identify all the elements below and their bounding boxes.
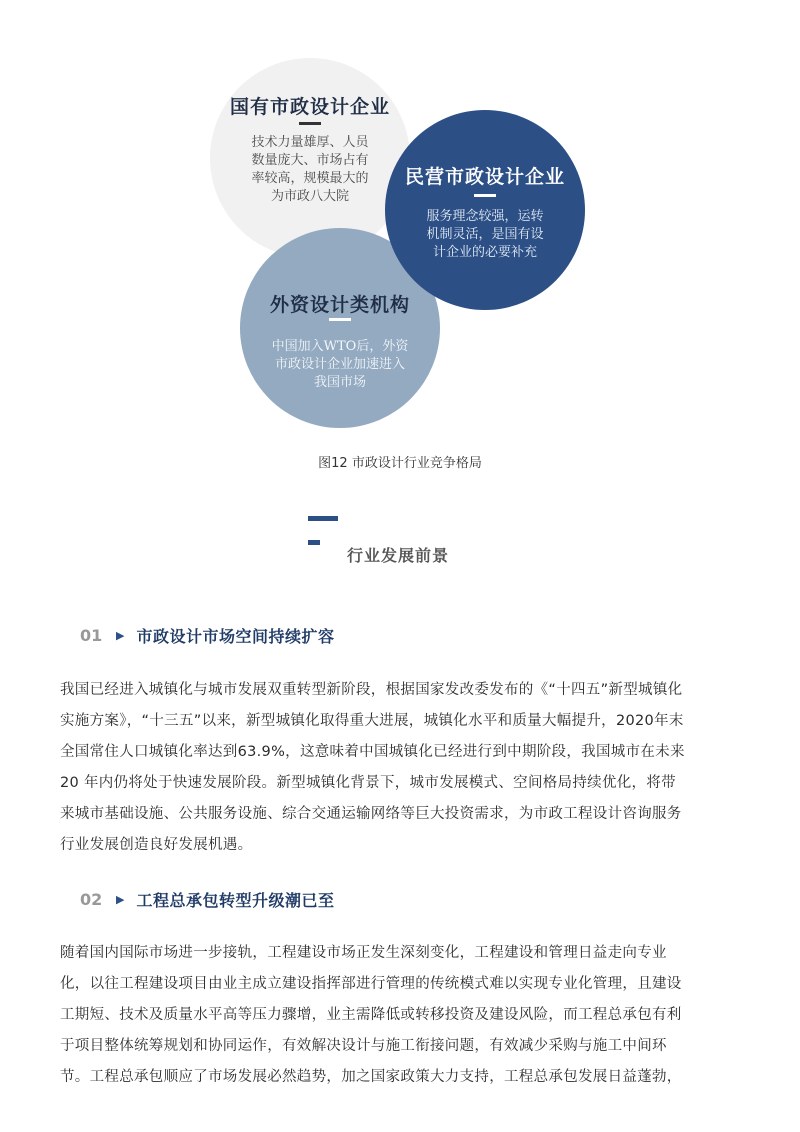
section-decoration <box>308 516 338 521</box>
description-line: 中国加入WTO后，外资 <box>271 339 409 354</box>
item-heading <box>80 888 334 910</box>
title-underline <box>474 194 496 197</box>
paragraph-line: 20 年内仍将处于快速发展阶段。新型城镇化背景下，城市发展模式、空间格局持续优化，将带 <box>60 775 676 791</box>
item-number: 01 <box>80 625 103 645</box>
section-title: 行业发展前景 <box>347 546 450 565</box>
paragraph-line: 行业发展创造良好发展机遇。 <box>60 837 253 853</box>
item-paragraph <box>60 938 750 1093</box>
figure-caption: 图12 市政设计行业竞争格局 <box>318 456 482 471</box>
description-line: 计企业的必要补充 <box>432 245 537 260</box>
competition-diagram <box>0 0 800 440</box>
state-owned-circle <box>210 58 410 258</box>
private-title: 民营市政设计企业 <box>404 166 565 188</box>
paragraph-line: 化，以往工程建设项目由业主成立建设指挥部进行管理的传统模式难以实现专业化管理，且建设 <box>60 976 682 992</box>
foreign-title: 外资设计类机构 <box>269 294 410 316</box>
paragraph-line: 来城市基础设施、公共服务设施、综合交通运输网络等巨大投资需求，为市政工程设计咨询服务 <box>60 806 682 822</box>
paragraph-line: 随着国内国际市场进一步接轨，工程建设市场正发生深刻变化，工程建设和管理日益走向专业 <box>60 945 667 961</box>
item-title: 市政设计市场空间持续扩容 <box>136 626 335 646</box>
title-underline <box>299 122 321 125</box>
paragraph-line: 实施方案》，“十三五”以来，新型城镇化取得重大进展，城镇化水平和质量大幅提升，2020年末 <box>60 713 684 729</box>
private-circle <box>385 110 585 310</box>
paragraph-line: 节。工程总承包顺应了市场发展必然趋势，加之国家政策大力支持，工程总承包发展日益蓬勃， <box>60 1069 682 1085</box>
description-line: 数量庞大、市场占有 <box>251 153 369 168</box>
paragraph-line: 于项目整体统筹规划和协同运作，有效解决设计与施工衔接问题，有效减少采购与施工中间环 <box>60 1038 667 1054</box>
state-owned-title: 国有市政设计企业 <box>229 96 390 118</box>
description-line: 我国市场 <box>313 375 366 390</box>
state-owned-description <box>210 134 410 206</box>
private-description <box>385 208 585 262</box>
description-line: 技术力量雄厚、人员 <box>251 135 369 150</box>
caret-right-icon: ▶ <box>116 892 125 906</box>
item-number: 02 <box>80 889 103 909</box>
foreign-description <box>240 338 440 392</box>
paragraph-line: 我国已经进入城镇化与城市发展双重转型新阶段，根据国家发改委发布的《“十四五”新型城镇化 <box>60 682 683 698</box>
item-paragraph <box>60 675 750 861</box>
item-heading <box>80 624 334 646</box>
caret-right-icon: ▶ <box>116 628 125 642</box>
description-line: 为市政八大院 <box>270 189 349 204</box>
paragraph-line: 全国常住人口城镇化率达到63.9%，这意味着中国城镇化已经进行到中期阶段，我国城市在未来 <box>60 744 685 760</box>
description-line: 率较高，规模最大的 <box>251 171 369 186</box>
title-underline <box>329 318 351 321</box>
section-decoration <box>308 540 320 545</box>
description-line: 服务理念较强，运转 <box>426 209 544 224</box>
description-line: 市政设计企业加速进入 <box>274 357 405 372</box>
paragraph-line: 工期短、技术及质量水平高等压力骤增，业主需降低或转移投资及建设风险，而工程总承包有利 <box>60 1007 682 1023</box>
description-line: 机制灵活，是国有设 <box>426 227 544 242</box>
item-title: 工程总承包转型升级潮已至 <box>136 890 335 910</box>
